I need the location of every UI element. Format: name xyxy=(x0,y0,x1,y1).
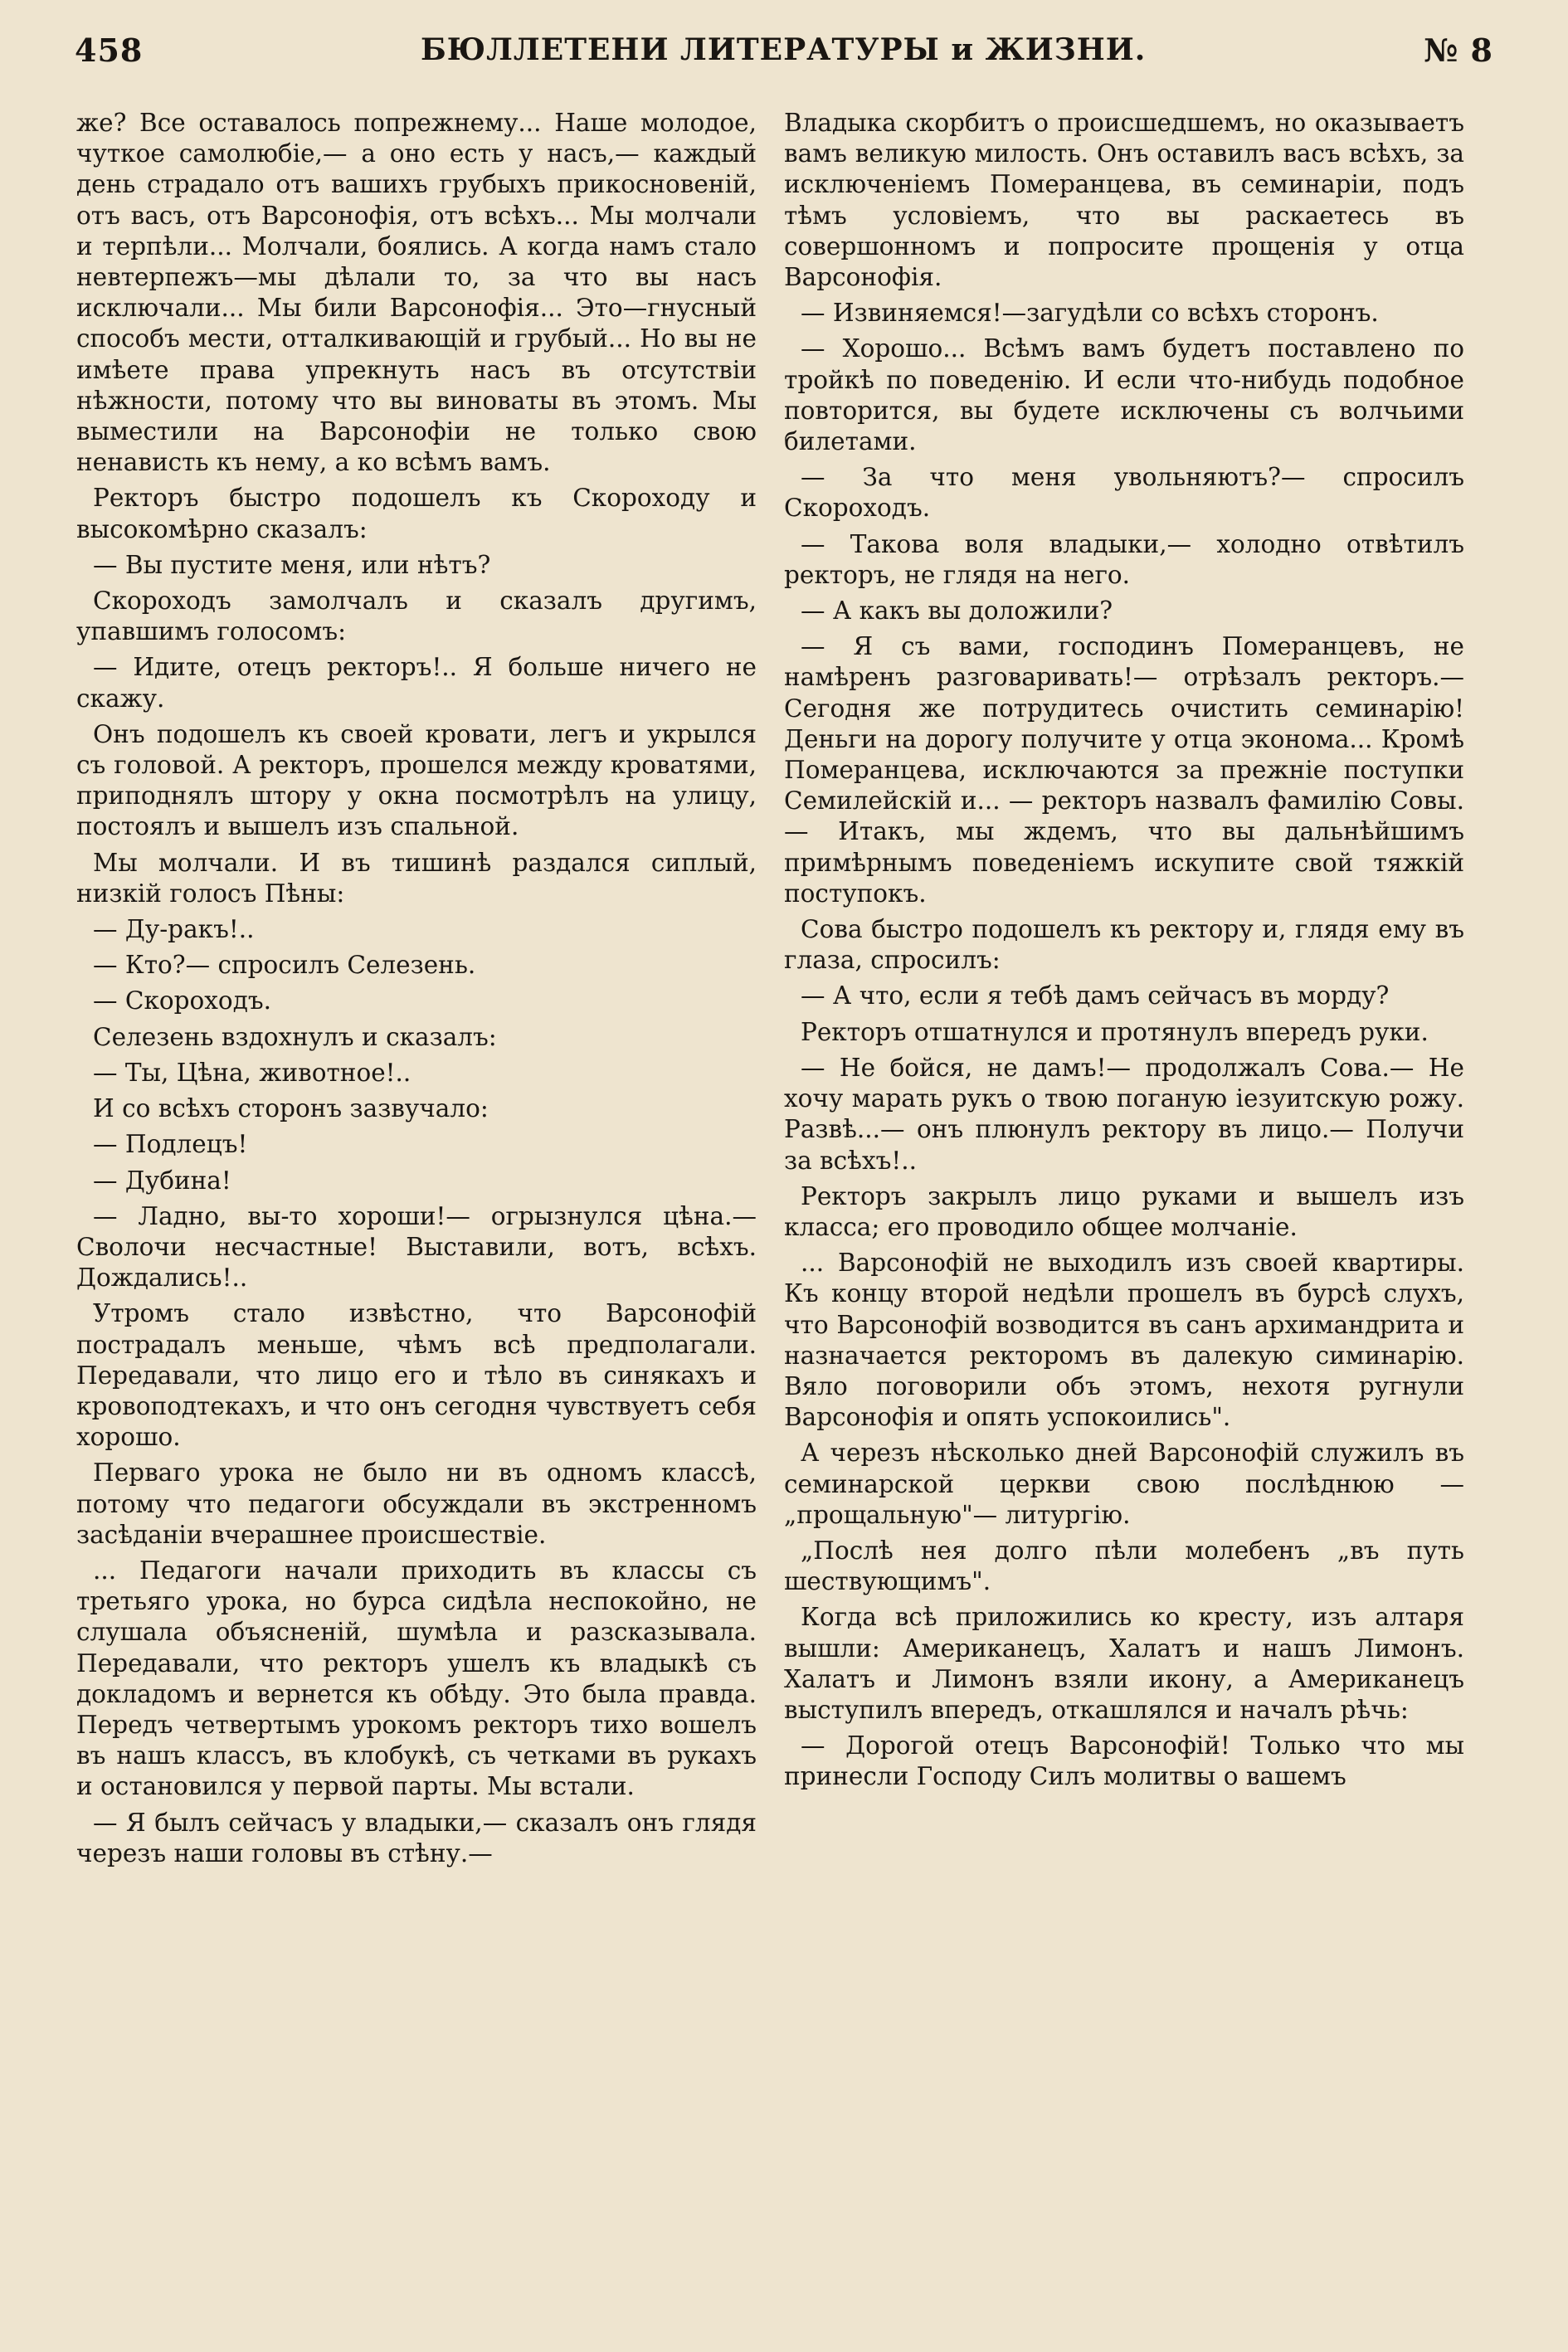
paragraph: — Дубина! xyxy=(93,1166,231,1195)
paragraph: — Я съ вами, господинъ Померанцевъ, не намѣренъ разговаривать!— отрѣзалъ ректоръ.— Сегодня же потрудитесь очистить семинарію! Деньги на дорогу получите у отца эконома... Кромѣ Померанцева, исключаются за прежніе поступки Семилейскій и... — ректоръ назвалъ фамилію Совы.— Итакъ, мы ждемъ, что вы дальнѣйшимъ примѣрнымъ поведеніемъ искупите свой тяжкій поступокъ. xyxy=(784,632,1464,908)
paragraph: — А что, если я тебѣ дамъ сейчасъ въ морду? xyxy=(801,981,1390,1010)
paragraph: Мы молчали. И въ тишинѣ раздался сиплый, низкій голосъ Пѣны: xyxy=(76,848,757,908)
left-column xyxy=(76,108,757,1874)
paragraph: — Ладно, вы-то хороши!— огрызнулся цѣна.—Сволочи несчастные! Выставили, вотъ, всѣхъ. Дождались!.. xyxy=(76,1201,757,1293)
paragraph: Владыка скорбитъ о происшедшемъ, но оказываетъ вамъ великую милость. Онъ оставилъ васъ всѣхъ, за исключеніемъ Померанцева, въ семинаріи, подъ тѣмъ условіемъ, что вы раскаетесь въ совершонномъ и попросите прощенія у отца Варсонофія. xyxy=(784,109,1464,292)
paragraph: — Ты, Цѣна, животное!.. xyxy=(93,1058,411,1087)
issue-number: № 8 xyxy=(1424,31,1493,69)
paragraph: ... Педагоги начали приходить въ классы съ третьяго урока, но бурса сидѣла неспокойно, не слушала объясненій, шумѣла и разсказывала. Передавали, что ректоръ ушелъ къ владыкѣ съ докладомъ и вернется къ обѣду. Это была правда. Передъ четвертымъ урокомъ ректоръ тихо вошелъ въ нашъ классъ, въ клобукѣ, съ четками въ рукахъ и остановился у первой парты. Мы встали. xyxy=(76,1556,757,1801)
paragraph: Когда всѣ приложились ко кресту, изъ алтаря вышли: Американецъ, Халатъ и нашъ Лимонъ. Халатъ и Лимонъ взяли икону, а Американецъ выступилъ впередъ, откашлялся и началъ рѣчь: xyxy=(784,1603,1464,1724)
paragraph: — Дорогой отецъ Варсонофій! Только что мы принесли Господу Силъ молитвы о вашемъ xyxy=(784,1731,1464,1791)
running-header xyxy=(75,25,1493,75)
paragraph: Утромъ стало извѣстно, что Варсонофій пострадалъ меньше, чѣмъ всѣ предполагали. Передавали, что лицо его и тѣло въ синякахъ и кровоподтекахъ, и что онъ сегодня чувствуетъ себя хорошо. xyxy=(76,1299,757,1452)
paragraph: же? Все оставалось попрежнему... Наше молодое, чуткое самолюбіе,— а оно есть у насъ,— каждый день страдало отъ вашихъ грубыхъ прикосновеній, отъ васъ, отъ Варсонофія, отъ всѣхъ... Мы молчали и терпѣли... Молчали, боялись. А когда намъ стало невтерпежъ—мы дѣлали то, за что вы насъ исключали... Мы били Варсонофія... Это—гнусный способъ мести, отталкивающій и грубый... Но вы не имѣете права упрекнуть насъ въ отсутствіи нѣжности, потому что вы виноваты въ этомъ. Мы выместили на Варсонофіи не только свою ненависть къ нему, а ко всѣмъ вамъ. xyxy=(76,109,757,477)
paragraph: Сова быстро подошелъ къ ректору и, глядя ему въ глаза, спросилъ: xyxy=(784,915,1464,975)
paragraph: — Хорошо... Всѣмъ вамъ будетъ поставлено по тройкѣ по поведенію. И если что-нибудь подобное повторится, вы будете исключены съ волчьими билетами. xyxy=(784,334,1464,456)
paragraph: А черезъ нѣсколько дней Варсонофій служилъ въ семинарской церкви свою послѣднюю —„прощальную"— литургію. xyxy=(784,1439,1464,1529)
paragraph: — Вы пустите меня, или нѣтъ? xyxy=(93,550,491,579)
paragraph: — Кто?— спросилъ Селезень. xyxy=(93,951,476,980)
paragraph: — Идите, отецъ ректоръ!.. Я больше ничего не скажу. xyxy=(76,653,757,713)
paragraph: Ректоръ быстро подошелъ къ Скороходу и высокомѣрно сказалъ: xyxy=(76,484,757,543)
paragraph: — Не бойся, не дамъ!— продолжалъ Сова.— Не хочу марать рукъ о твою поганую іезуитскую рожу. Развѣ...— онъ плюнулъ ректору въ лицо.— Получи за всѣхъ!.. xyxy=(784,1053,1464,1175)
page-number: 458 xyxy=(75,31,144,69)
paragraph: Онъ подошелъ къ своей кровати, легъ и укрылся съ головой. А ректоръ, прошелся между кроватями, приподнялъ штору у окна посмотрѣлъ на улицу, постоялъ и вышелъ изъ спальной. xyxy=(76,719,757,841)
paragraph: — За что меня увольняютъ?— спросилъ Скороходъ. xyxy=(784,463,1464,523)
paragraph: — Я былъ сейчасъ у владыки,— сказалъ онъ глядя черезъ наши головы въ стѣну.— xyxy=(76,1808,757,1867)
paragraph: ... Варсонофій не выходилъ изъ своей квартиры. Къ концу второй недѣли прошелъ въ бурсѣ слухъ, что Варсонофій возводится въ санъ архимандрита и назначается ректоромъ въ далекую симинарію. Вяло поговорили объ этомъ, нехотя ругнули Варсонофія и опять успокоились". xyxy=(784,1249,1464,1432)
paragraph: — Подлецъ! xyxy=(93,1130,248,1159)
paragraph: Селезень вздохнулъ и сказалъ: xyxy=(93,1022,497,1051)
paragraph: — Такова воля владыки,— холодно отвѣтилъ ректоръ, не глядя на него. xyxy=(784,529,1464,589)
paragraph: Скороходъ замолчалъ и сказалъ другимъ, упавшимъ голосомъ: xyxy=(76,587,757,646)
paragraph: Перваго урока не было ни въ одномъ классѣ, потому что педагоги обсуждали въ экстренномъ засѣданіи вчерашнее происшествіе. xyxy=(76,1458,757,1549)
paragraph: — Скороходъ. xyxy=(93,986,271,1015)
paragraph: — А какъ вы доложили? xyxy=(801,597,1113,626)
paragraph: Ректоръ закрылъ лицо руками и вышелъ изъ класса; его проводило общее молчаніе. xyxy=(784,1181,1464,1241)
paragraph: Ректоръ отшатнулся и протянулъ впередъ руки. xyxy=(801,1017,1429,1046)
journal-title: БЮЛЛЕТЕНИ ЛИТЕРАТУРЫ и ЖИЗНИ. xyxy=(421,32,1147,67)
paragraph: — Извиняемся!—загудѣли со всѣхъ сторонъ. xyxy=(801,299,1379,328)
paragraph: — Ду-ракъ!.. xyxy=(93,915,255,944)
right-column xyxy=(784,108,1464,1798)
paragraph: „Послѣ нея долго пѣли молебенъ „въ путь шествующимъ". xyxy=(784,1536,1464,1596)
paragraph: И со всѣхъ сторонъ зазвучало: xyxy=(93,1094,489,1123)
